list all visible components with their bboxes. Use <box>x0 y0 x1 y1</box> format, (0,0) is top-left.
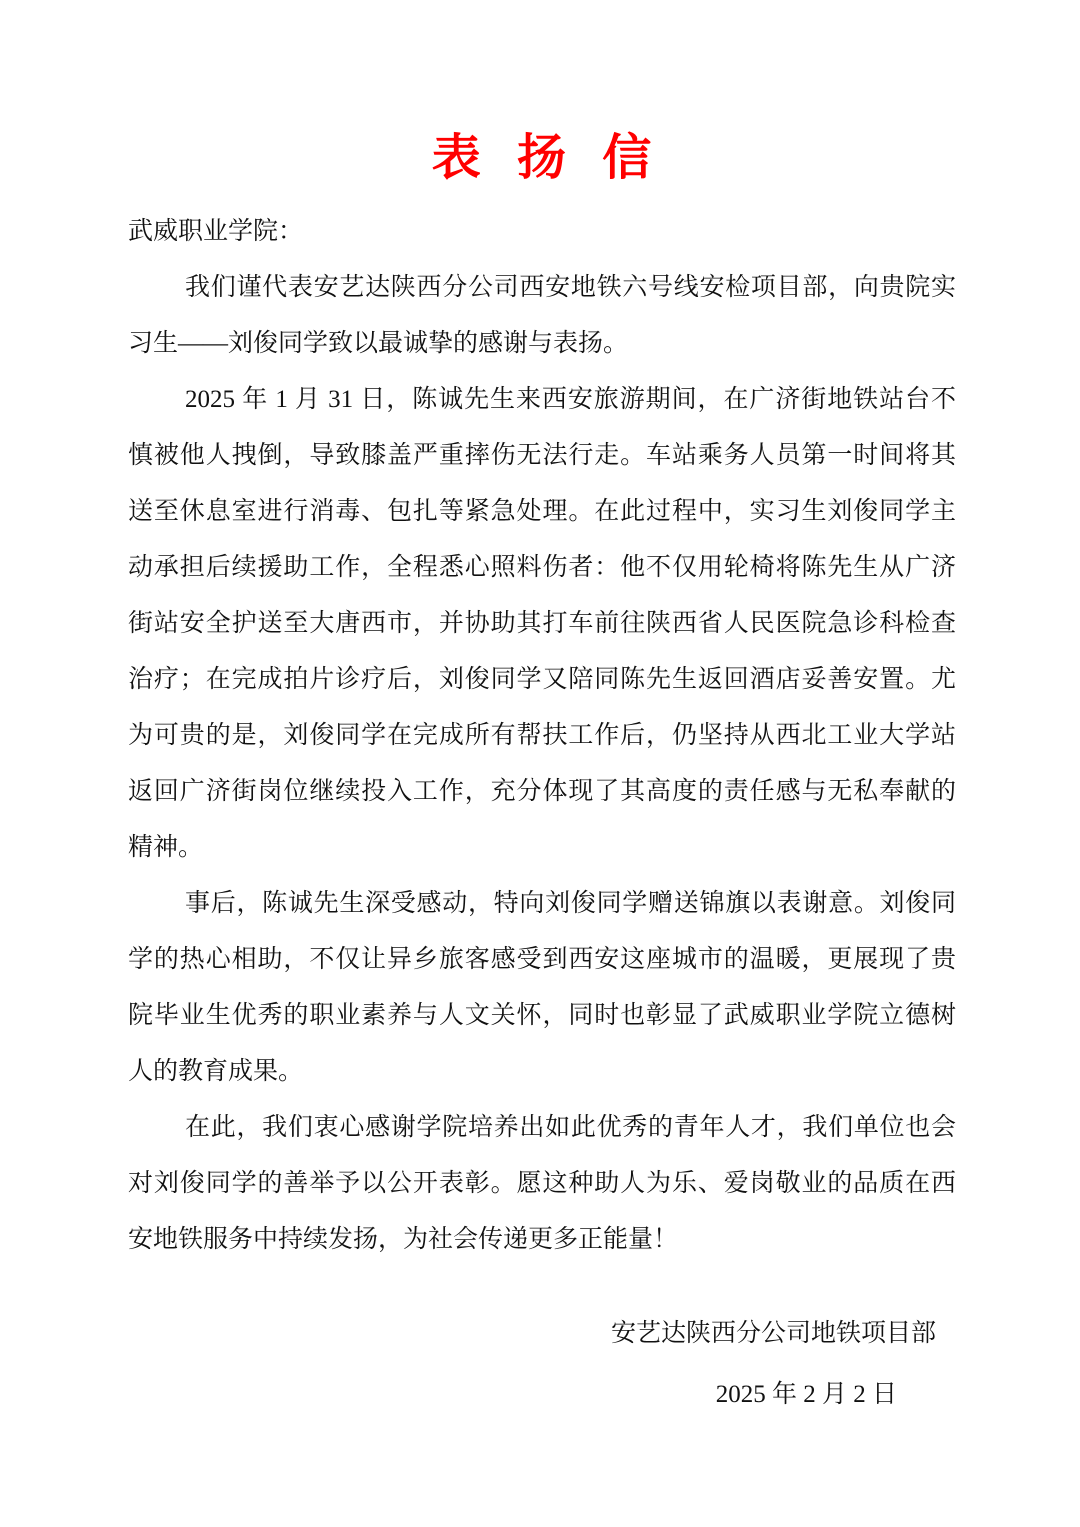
paragraph-4 <box>128 1100 956 1268</box>
paragraph-2-line-6: 治疗；在完成拍片诊疗后，刘俊同学又陪同陈先生返回酒店妥善安置。尤 <box>128 666 956 693</box>
paragraph-3-line-1: 事后，陈诚先生深受感动，特向刘俊同学赠送锦旗以表谢意。刘俊同 <box>185 890 956 917</box>
paragraph-2-line-5: 街站安全护送至大唐西市，并协助其打车前往陕西省人民医院急诊科检查 <box>128 610 956 637</box>
paragraph-4-line-1: 在此，我们衷心感谢学院培养出如此优秀的青年人才，我们单位也会 <box>185 1114 956 1141</box>
paragraph-4-line-2: 对刘俊同学的善举予以公开表彰。愿这种助人为乐、爱岗敬业的品质在西 <box>128 1170 956 1197</box>
paragraph-2-line-7: 为可贵的是，刘俊同学在完成所有帮扶工作后，仍坚持从西北工业大学站 <box>128 722 956 749</box>
paragraph-2-line-4: 动承担后续援助工作，全程悉心照料伤者：他不仅用轮椅将陈先生从广济 <box>128 554 956 581</box>
paragraph-2-line-1: 2025 年 1 月 31 日，陈诚先生来西安旅游期间，在广济街地铁站台不 <box>185 386 956 413</box>
date-line: 2025 年 2 月 2 日 <box>715 1381 897 1408</box>
paragraph-2-line-8: 返回广济街岗位继续投入工作，充分体现了其高度的责任感与无私奉献的 <box>128 778 956 805</box>
paragraph-1 <box>128 260 956 372</box>
paragraph-4-line-3: 安地铁服务中持续发扬，为社会传递更多正能量！ <box>128 1226 679 1253</box>
signature: 安艺达陕西分公司地铁项目部 <box>610 1320 936 1347</box>
paragraph-2-line-3: 送至休息室进行消毒、包扎等紧急处理。在此过程中，实习生刘俊同学主 <box>128 498 956 525</box>
paragraph-2-line-9: 精神。 <box>128 834 204 861</box>
paragraph-2-line-2: 慎被他人拽倒，导致膝盖严重摔伤无法行走。车站乘务人员第一时间将其 <box>128 442 956 469</box>
paragraph-3-line-2: 学的热心相助，不仅让异乡旅客感受到西安这座城市的温暖，更展现了贵 <box>128 946 956 973</box>
paragraph-3-line-4: 人的教育成果。 <box>128 1058 304 1085</box>
paragraph-3 <box>128 876 956 1100</box>
paragraph-1-line-2: 习生——刘俊同学致以最诚挚的感谢与表扬。 <box>128 330 629 357</box>
paragraph-1-line-1: 我们谨代表安艺达陕西分公司西安地铁六号线安检项目部，向贵院实 <box>185 274 956 301</box>
letter-title: 表 扬 信 <box>431 130 653 185</box>
paragraph-3-line-3: 院毕业生优秀的职业素养与人文关怀，同时也彰显了武威职业学院立德树 <box>128 1002 956 1029</box>
paragraph-2 <box>128 372 956 876</box>
salutation: 武威职业学院： <box>128 218 304 245</box>
